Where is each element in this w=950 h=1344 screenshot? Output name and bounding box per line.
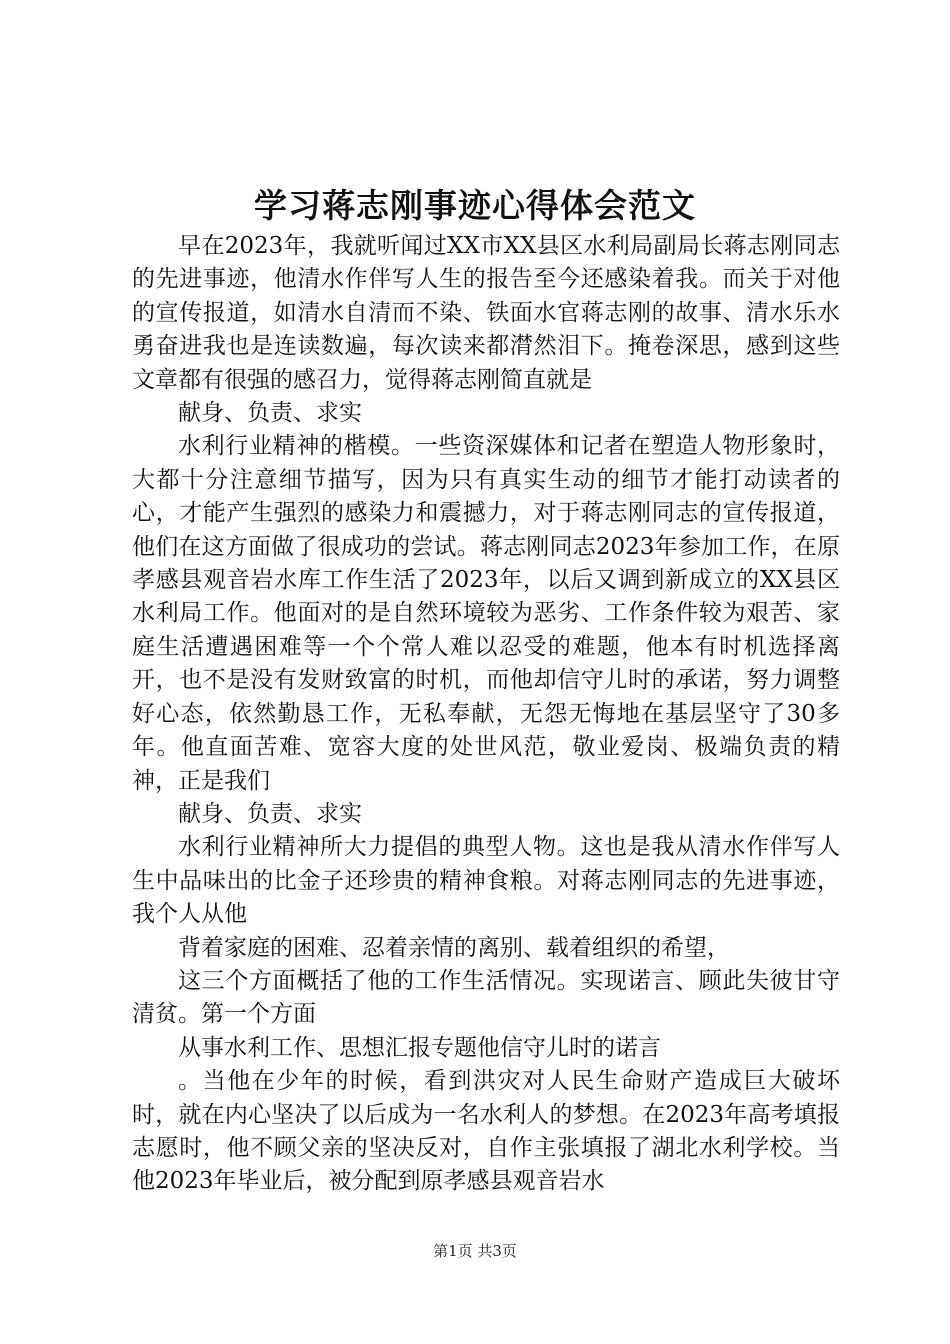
paragraph: 水利行业精神所大力提倡的典型人物。这也是我从清水作伴写人生中品味出的比金子还珍贵的精神食粮。对蒋志刚同志的先进事迹，我个人从他 xyxy=(132,834,840,928)
paragraph: 这三个方面概括了他的工作生活情况。实现诺言、顾此失彼甘守清贫。第一个方面 xyxy=(132,967,840,1028)
paragraph: 水利行业精神的楷模。一些资深媒体和记者在塑造人物形象时，大都十分注意细节描写，因为只有真实生动的细节才能打动读者的心，才能产生强烈的感染力和震撼力，对于蒋志刚同志的宣传报道，他们在这方面做了很成功的尝试。蒋志刚同志2023年参加工作，在原孝感县观音岩水库工作生活了2023年，以后又调到新成立的XX县区水利局工作。他面对的是自然环境较为恶劣、工作条件较为艰苦、家庭生活遭遇困难等一个个常人难以忍受的难题，他本有时机选择离开，也不是没有发财致富的时机，而他却信守儿时的承诺，努力调整好心态，依然勤恳工作，无私奉献，无怨无悔地在基层坚守了30多年。他直面苦难、宽容大度的处世风范，敬业爱岗、极端负责的精神，正是我们 xyxy=(132,433,840,794)
paragraph: 早在2023年，我就听闻过XX市XX县区水利局副局长蒋志刚同志的先进事迹，他清水作伴写人生的报告至今还感染着我。而关于对他的宣传报道，如清水自清而不染、铁面水官蒋志刚的故事、清水乐水勇奋进我也是连读数遍，每次读来都潸然泪下。掩卷深思，感到这些文章都有很强的感召力，觉得蒋志刚简直就是 xyxy=(132,233,840,393)
document-body xyxy=(132,230,840,1199)
paragraph: 献身、负责、求实 xyxy=(178,400,362,427)
page-number-footer: 第1页 共3页 xyxy=(433,1242,517,1260)
paragraph: 献身、负责、求实 xyxy=(178,800,362,827)
paragraph: 。当他在少年的时候，看到洪灾对人民生命财产造成巨大破坏时，就在内心坚决了以后成为一名水利人的梦想。在2023年高考填报志愿时，他不顾父亲的坚决反对，自作主张填报了湖北水利学校。当他2023年毕业后，被分配到原孝感县观音岩水 xyxy=(132,1068,840,1195)
paragraph: 从事水利工作、思想汇报专题他信守儿时的诺言 xyxy=(178,1034,661,1061)
document-title: 学习蒋志刚事迹心得体会范文 xyxy=(254,186,696,225)
paragraph: 背着家庭的困难、忍着亲情的离别、载着组织的希望， xyxy=(178,934,730,961)
